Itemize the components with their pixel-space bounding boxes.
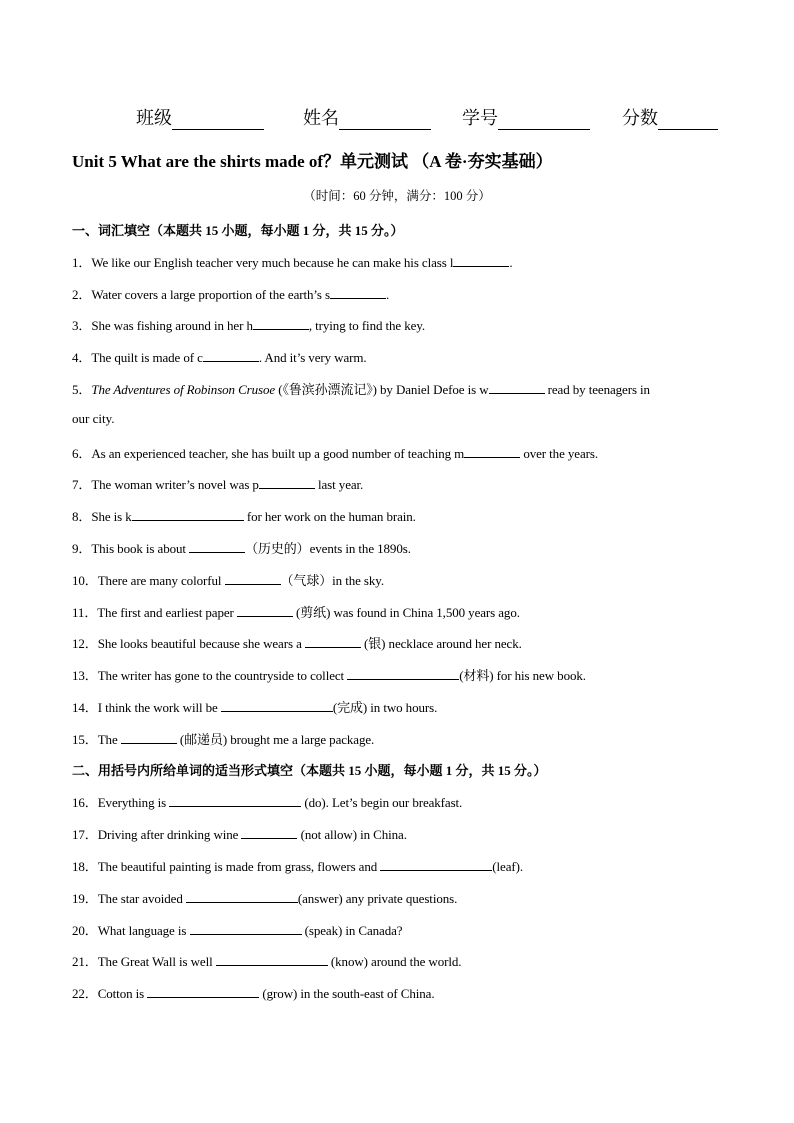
question-text-after: read by teenagers in: [544, 382, 650, 397]
question-2: [72, 284, 389, 303]
question-text-after: (材料) for his new book.: [459, 668, 586, 683]
question-12: [72, 633, 522, 652]
answer-blank[interactable]: [121, 731, 177, 744]
question-number: 19．: [72, 891, 98, 906]
question-text-before: (《鲁滨孙漂流记》) by Daniel Defoe is w: [275, 382, 489, 397]
question-text-after: over the years.: [520, 446, 598, 461]
question-number: 21．: [72, 954, 98, 969]
question-number: 12．: [72, 636, 98, 651]
question-4: [72, 347, 367, 366]
question-number: 9．: [72, 541, 92, 556]
score-blank[interactable]: [658, 109, 718, 130]
question-number: 8．: [72, 509, 92, 524]
question-number: 16．: [72, 795, 98, 810]
question-text-after: (完成) in two hours.: [332, 700, 438, 715]
question-text-before: She is k: [91, 509, 132, 524]
answer-blank[interactable]: [489, 381, 545, 394]
question-11: [72, 602, 520, 621]
question-text-after: (not allow) in China.: [297, 827, 407, 842]
question-text-after: .: [385, 287, 390, 302]
answer-blank[interactable]: [221, 699, 333, 712]
question-1: [72, 252, 513, 271]
question-22: [72, 983, 435, 1002]
question-text-before: The: [97, 732, 121, 747]
question-text-before: What language is: [97, 923, 190, 938]
question-21: [72, 951, 461, 970]
answer-blank[interactable]: [453, 254, 509, 267]
question-text-after: , trying to find the key.: [308, 318, 426, 333]
answer-blank[interactable]: [189, 540, 245, 553]
question-text-before: The quilt is made of c: [91, 350, 203, 365]
question-text-before: Water covers a large proportion of the earth’s s: [91, 287, 330, 302]
question-continuation: our city.: [72, 411, 115, 426]
question-text-before: Everything is: [97, 795, 170, 810]
question-number: 17．: [72, 827, 98, 842]
answer-blank[interactable]: [147, 985, 259, 998]
question-text-after: (剪纸) was found in China 1,500 years ago.: [292, 605, 520, 620]
question-number: 5．: [72, 382, 92, 397]
question-10: [72, 570, 384, 589]
answer-blank[interactable]: [203, 349, 259, 362]
answer-blank[interactable]: [169, 794, 301, 807]
class-label: 班级: [136, 108, 172, 128]
question-text-before: She was fishing around in her h: [91, 318, 253, 333]
answer-blank[interactable]: [237, 604, 293, 617]
question-number: 1．: [72, 255, 92, 270]
question-text-before: The woman writer’s novel was p: [91, 477, 259, 492]
question-number: 13．: [72, 668, 98, 683]
question-text-after: . And it’s very warm.: [258, 350, 367, 365]
name-field: [303, 104, 431, 130]
question-text-after: (leaf).: [492, 859, 523, 874]
question-text-before: As an experienced teacher, she has built up a good number of teaching m: [91, 446, 465, 461]
question-text-before: There are many colorful: [97, 573, 225, 588]
answer-blank[interactable]: [132, 508, 244, 521]
section-2-heading: 二、用括号内所给单词的适当形式填空（本题共 15 小题，每小题 1 分，共 15 分。）: [72, 763, 547, 778]
answer-blank[interactable]: [305, 635, 361, 648]
question-number: 15．: [72, 732, 98, 747]
question-16: [72, 792, 462, 811]
question-text-before: This book is about: [91, 541, 190, 556]
student-info-header: [136, 104, 736, 130]
score-label: 分数: [622, 108, 658, 128]
answer-blank[interactable]: [216, 953, 328, 966]
question-5: [72, 379, 650, 398]
time-and-score-info: （时间：60 分钟，满分：100 分）: [303, 189, 491, 203]
question-text-after: last year.: [314, 477, 364, 492]
answer-blank[interactable]: [259, 476, 315, 489]
question-text-after: (银) necklace around her neck.: [360, 636, 522, 651]
question-14: [72, 697, 437, 716]
answer-blank[interactable]: [347, 667, 459, 680]
question-text-after: .: [509, 255, 513, 270]
question-number: 7．: [72, 477, 92, 492]
question-number: 14．: [72, 700, 98, 715]
question-text-before: The first and earliest paper: [97, 605, 237, 620]
question-text-after: （气球）in the sky.: [280, 573, 384, 588]
book-title: The Adventures of Robinson Crusoe: [91, 382, 276, 397]
question-text-before: Driving after drinking wine: [97, 827, 242, 842]
answer-blank[interactable]: [464, 445, 520, 458]
question-text-after: (answer) any private questions.: [297, 891, 458, 906]
answer-blank[interactable]: [253, 317, 309, 330]
question-text-after: (speak) in Canada?: [301, 923, 403, 938]
question-number: 11．: [72, 605, 98, 620]
class-blank[interactable]: [172, 109, 264, 130]
answer-blank[interactable]: [225, 572, 281, 585]
question-text-after: for her work on the human brain.: [243, 509, 416, 524]
question-8: [72, 506, 416, 525]
score-field: [622, 104, 718, 130]
question-text-before: She looks beautiful because she wears a: [97, 636, 305, 651]
answer-blank[interactable]: [241, 826, 297, 839]
page-title: Unit 5 What are the shirts made of？单元测试 （A 卷·夯实基础）: [72, 152, 553, 171]
question-number: 10．: [72, 573, 98, 588]
question-number: 2．: [72, 287, 92, 302]
question-6: [72, 443, 598, 462]
section-1-heading: 一、词汇填空（本题共 15 小题，每小题 1 分，共 15 分。）: [72, 223, 404, 238]
answer-blank[interactable]: [186, 890, 298, 903]
question-text-before: I think the work will be: [97, 700, 221, 715]
question-20: [72, 920, 402, 939]
question-15: [72, 729, 374, 748]
question-3: [72, 315, 425, 334]
name-blank[interactable]: [339, 109, 431, 130]
class-field: [136, 104, 264, 130]
student-id-blank[interactable]: [498, 109, 590, 130]
question-19: [72, 888, 457, 907]
answer-blank[interactable]: [330, 286, 386, 299]
question-text-before: We like our English teacher very much because he can make his class l: [91, 255, 454, 270]
question-text-before: Cotton is: [97, 986, 148, 1001]
question-number: 18．: [72, 859, 98, 874]
question-number: 4．: [72, 350, 92, 365]
answer-blank[interactable]: [380, 858, 492, 871]
question-number: 22．: [72, 986, 98, 1001]
student-id-label: 学号: [462, 108, 498, 128]
question-text-before: The Great Wall is well: [97, 954, 216, 969]
question-text-after: (grow) in the south-east of China.: [259, 986, 435, 1001]
name-label: 姓名: [303, 108, 339, 128]
question-text-after: (know) around the world.: [327, 954, 462, 969]
question-number: 20．: [72, 923, 98, 938]
answer-blank[interactable]: [190, 922, 302, 935]
question-text-after: (邮递员) brought me a large package.: [176, 732, 375, 747]
question-text-before: The writer has gone to the countryside to collect: [97, 668, 348, 683]
question-text-after: （历史的）events in the 1890s.: [245, 541, 411, 556]
student-id-field: [462, 104, 590, 130]
question-18: [72, 856, 523, 875]
question-text-before: The beautiful painting is made from grass, flowers and: [97, 859, 381, 874]
question-7: [72, 474, 363, 493]
question-9: [72, 538, 411, 557]
question-17: [72, 824, 407, 843]
question-text-before: The star avoided: [97, 891, 186, 906]
question-13: [72, 665, 586, 684]
question-text-after: (do). Let’s begin our breakfast.: [301, 795, 463, 810]
question-number: 3．: [72, 318, 92, 333]
question-number: 6．: [72, 446, 92, 461]
